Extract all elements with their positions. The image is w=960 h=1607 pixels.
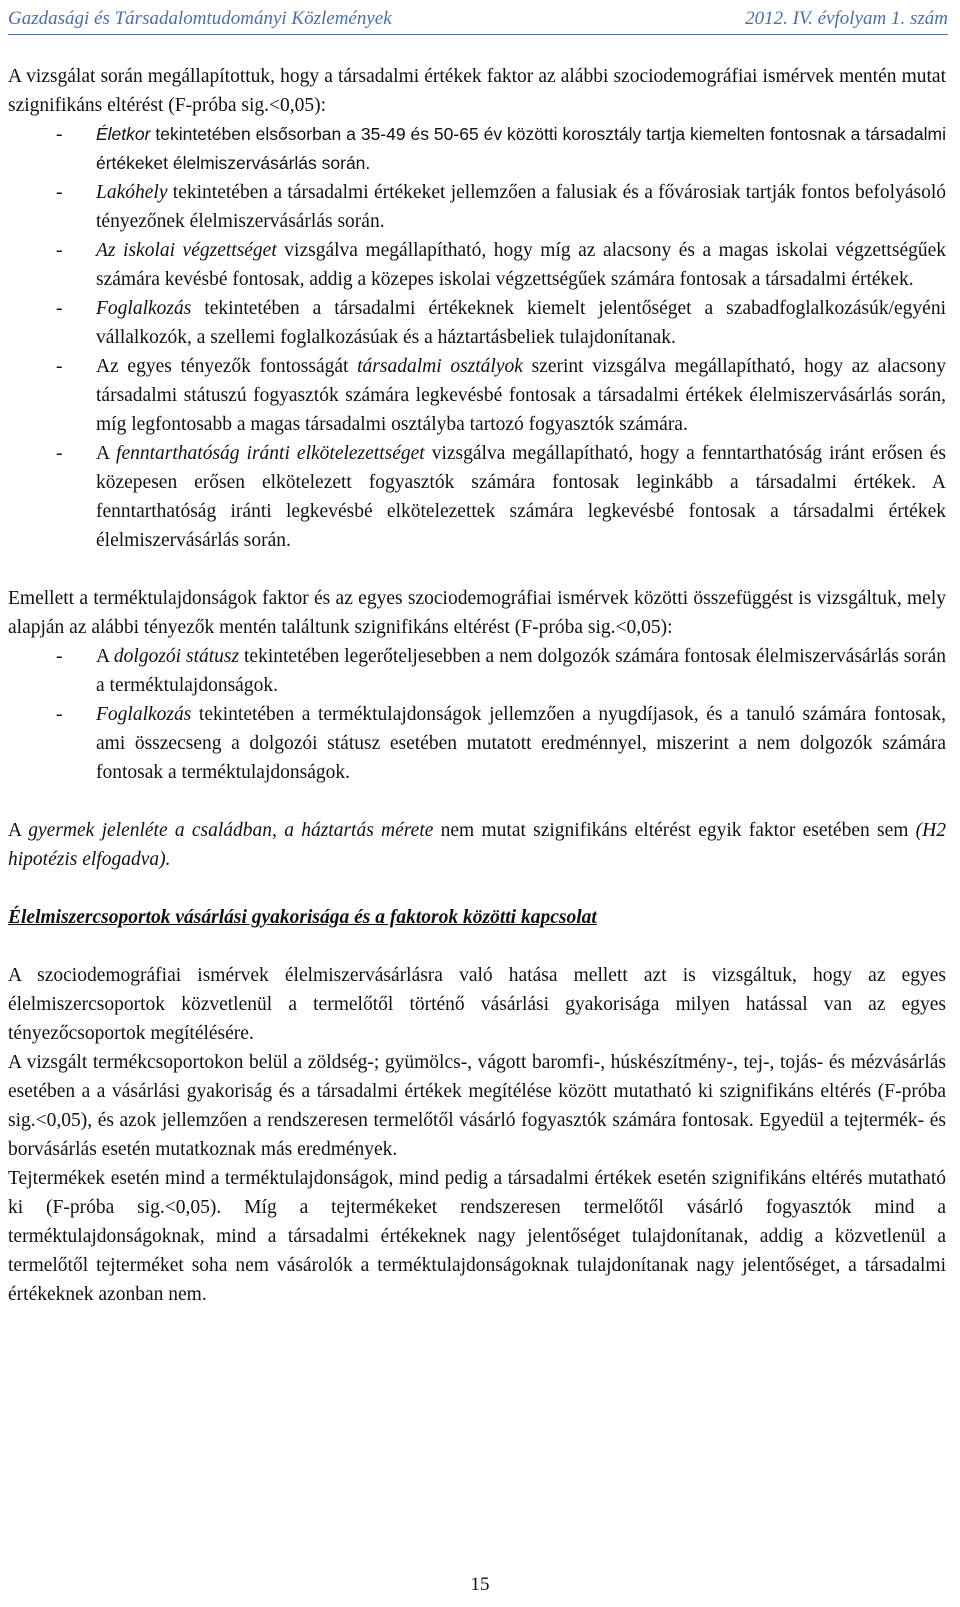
intro-paragraph: A vizsgálat során megállapítottuk, hogy a társadalmi értékek faktor az alábbi szociodemográfiai ismérvek mentén mutat szignifikáns eltérést (F-próba sig.<0,05): [8,66,946,116]
item-emphasis: társadalmi osztályok [357,356,523,377]
item-emphasis: fenntarthatóság iránti elkötelezettséget [116,443,425,464]
page-body [8,62,946,1309]
item-emphasis: Az iskolai végzettséget [96,240,277,261]
para-prefix: A [8,820,29,841]
item-text: tekintetében a terméktulajdonságok jellemzően a nyugdíjasok, és a tanuló számára fontosak, ami összecseng a dolgozói státusz esetében mutatott eredménnyel, miszerint a nem dolgozók számára fontosak a terméktulajdonságok. [96,704,946,783]
spacer [8,874,946,903]
item-emphasis: Foglalkozás [96,704,192,725]
list-item [8,120,946,178]
spacer [8,932,946,961]
item-text: tekintetében legerőteljesebben a nem dolgozók számára fontosak élelmiszervásárlás során a terméktulajdonságok. [96,646,946,696]
item-emphasis: Foglalkozás [96,298,192,319]
item-text: tekintetében elsősorban a 35-49 és 50-65 év közötti korosztály tartja kiemelten fontosnak a társadalmi értékeket élelmiszervásárlás során. [96,124,946,173]
list-item [8,178,946,236]
running-header [8,4,948,35]
social-values-list [8,120,946,555]
item-text: szerint vizsgálva megállapítható, hogy az alacsony társadalmi státuszú fogyasztók számára legkevésbé fontosak a társadalmi értékek élelmiszervásárlás során, míg legfontosabb a magas társadalmi osztályba tartozó fogyasztók számára. [96,356,946,435]
item-prefix: Az egyes tényezők fontosságát [96,356,358,377]
list-item [8,439,946,555]
item-emphasis: dolgozói státusz [113,646,240,667]
journal-title: Gazdasági és Társadalomtudományi Közlemények [8,8,392,29]
para-emphasis: gyermek jelenléte a családban, a háztartás mérete [28,820,434,841]
list-item [8,294,946,352]
item-prefix: A [96,443,117,464]
body-paragraph: Tejtermékek esetén mind a terméktulajdonságok, mind pedig a társadalmi értékek esetén szignifikáns eltérés mutatható ki (F-próba sig.<0,05). Míg a tejtermékeket rendszeresen termelőtől vásárló fogyasztók mind a terméktulajdonságoknak, mind a társadalmi értékeknek nagy jelentőséget tulajdonítanak, addig a közvetlenül a termelőtől tejterméket soha nem vásárolók a terméktulajdonságoknak tulajdonítanak nagy jelentőséget, a társadalmi értékeknek azonban nem. [8,1168,946,1305]
product-attributes-list [8,642,946,787]
list-item [8,642,946,700]
spacer [8,555,946,584]
para-text: nem mutat szignifikáns eltérést egyik faktor esetében sem [433,820,916,841]
list-item [8,352,946,439]
list-item [8,236,946,294]
item-emphasis: Életkor [96,124,151,144]
spacer [8,787,946,816]
item-text: tekintetében a társadalmi értékeket jellemzően a falusiak és a fővárosiak tartják fontos befolyásoló tényezőnek élelmiszervásárlás során. [96,182,946,232]
item-text: tekintetében a társadalmi értékeknek kiemelt jelentőséget a szabadfoglalkozásúk/egyéni vállalkozók, a szellemi foglalkozásúak és a háztartásbeliek tulajdonítanak. [96,298,946,348]
page-number: 15 [470,1574,490,1595]
item-text: vizsgálva megállapítható, hogy a fenntarthatóság iránt erősen és közepesen erősen elkötelezett fogyasztók számára fontosak leginkább a társadalmi értékek. A fenntarthatóság iránti legkevésbé elkötelezettek számára legkevésbé fontosak a társadalmi értékek élelmiszervásárlás során. [96,443,946,551]
body-paragraph: A szociodemográfiai ismérvek élelmiszervásárlásra való hatása mellett azt is vizsgáltuk, hogy az egyes élelmiszercsoportok közvetlenül a termelőtől történő vásárlási gyakorisága milyen hatással van az egyes tényezőcsoportok megítélésére. [8,965,946,1044]
hypothesis-paragraph [8,816,946,874]
item-emphasis: Lakóhely [96,182,168,203]
body-paragraph: A vizsgált termékcsoportokon belül a zöldség-; gyümölcs-, vágott baromfi-, húskészítmény-, tej-, tojás- és mézvásárlás esetében a a vásárlási gyakoriság és a társadalmi értékek megítélése között mutatható ki szignifikáns eltérés (F-próba sig.<0,05), és azok jellemzően a rendszeresen termelőtől vásárló fogyasztók számára fontosak. Egyedül a tejtermék- és borvásárlás esetén mutatkoznak más eredmények. [8,1052,946,1160]
hypothesis-note: (H2 hipotézis elfogadva). [8,820,946,870]
item-text: vizsgálva megállapítható, hogy míg az alacsony és a magas iskolai végzettségűek számára kevésbé fontosak, addig a közepes iskolai végzettségűek számára fontosak a társadalmi értékek. [96,240,947,290]
section-heading: Élelmiszercsoportok vásárlási gyakorisága és a faktorok közötti kapcsolat [8,907,597,928]
item-prefix: A [96,646,114,667]
list-item [8,700,946,787]
issue-label: 2012. IV. évfolyam 1. szám [745,8,948,29]
product-attributes-paragraph: Emellett a terméktulajdonságok faktor és az egyes szociodemográfiai ismérvek közötti összefüggést is vizsgáltuk, mely alapján az alábbi tényezők mentén találtunk szignifikáns eltérést (F-próba sig.<0,05): [8,588,946,638]
